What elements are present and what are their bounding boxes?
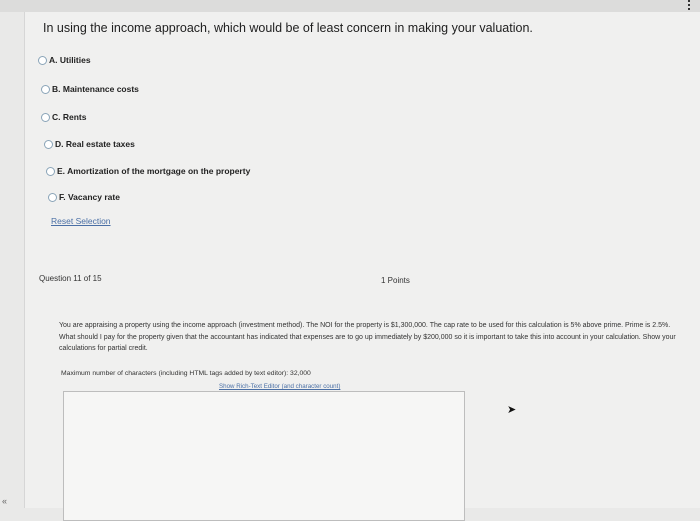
answer-textarea[interactable] bbox=[63, 391, 465, 521]
reset-selection-link[interactable]: Reset Selection bbox=[51, 216, 111, 226]
question-prompt: You are appraising a property using the income approach (investment method). The NOI for the property is $1,300,000. The cap rate to be used for this calculation is 5% above prime. Prime is 2.5%. What should I pay for the property given that the accountant has indicated that expenses are to go up immediately by $200,000 so it is important to take this into account in your calculation. Show your calculations for partial credit. bbox=[59, 322, 676, 352]
top-strip bbox=[0, 0, 700, 12]
show-rich-text-editor-link[interactable]: Show Rich-Text Editor (and character count) bbox=[219, 383, 341, 390]
question-text: In using the income approach, which would be of least concern in making your valuation. bbox=[43, 21, 533, 35]
question-number: Question 11 of 15 bbox=[39, 274, 102, 283]
max-characters-note: Maximum number of characters (including HTML tags added by text editor): 32,000 bbox=[61, 370, 311, 377]
option-label: B. Maintenance costs bbox=[52, 84, 139, 94]
radio-button[interactable] bbox=[41, 113, 50, 122]
double-chevron-left-icon[interactable]: « bbox=[2, 496, 8, 506]
mouse-pointer-icon: ➤ bbox=[507, 404, 517, 416]
option-e[interactable] bbox=[46, 166, 250, 176]
option-label: F. Vacancy rate bbox=[59, 192, 120, 202]
option-label: E. Amortization of the mortgage on the property bbox=[57, 166, 251, 176]
question-points: 1 Points bbox=[381, 276, 410, 285]
question-panel bbox=[24, 12, 700, 508]
option-b[interactable] bbox=[41, 84, 139, 94]
radio-button[interactable] bbox=[48, 193, 57, 202]
radio-button[interactable] bbox=[41, 85, 50, 94]
option-a[interactable] bbox=[38, 55, 91, 65]
radio-button[interactable] bbox=[44, 140, 53, 149]
option-f[interactable] bbox=[48, 192, 120, 202]
radio-button[interactable] bbox=[38, 56, 47, 65]
option-d[interactable] bbox=[44, 139, 135, 149]
option-label: A. Utilities bbox=[49, 55, 91, 65]
radio-button[interactable] bbox=[46, 167, 55, 176]
option-label: D. Real estate taxes bbox=[55, 139, 135, 149]
more-options-icon[interactable] bbox=[688, 0, 696, 10]
option-label: C. Rents bbox=[52, 112, 87, 122]
option-c[interactable] bbox=[41, 112, 86, 122]
